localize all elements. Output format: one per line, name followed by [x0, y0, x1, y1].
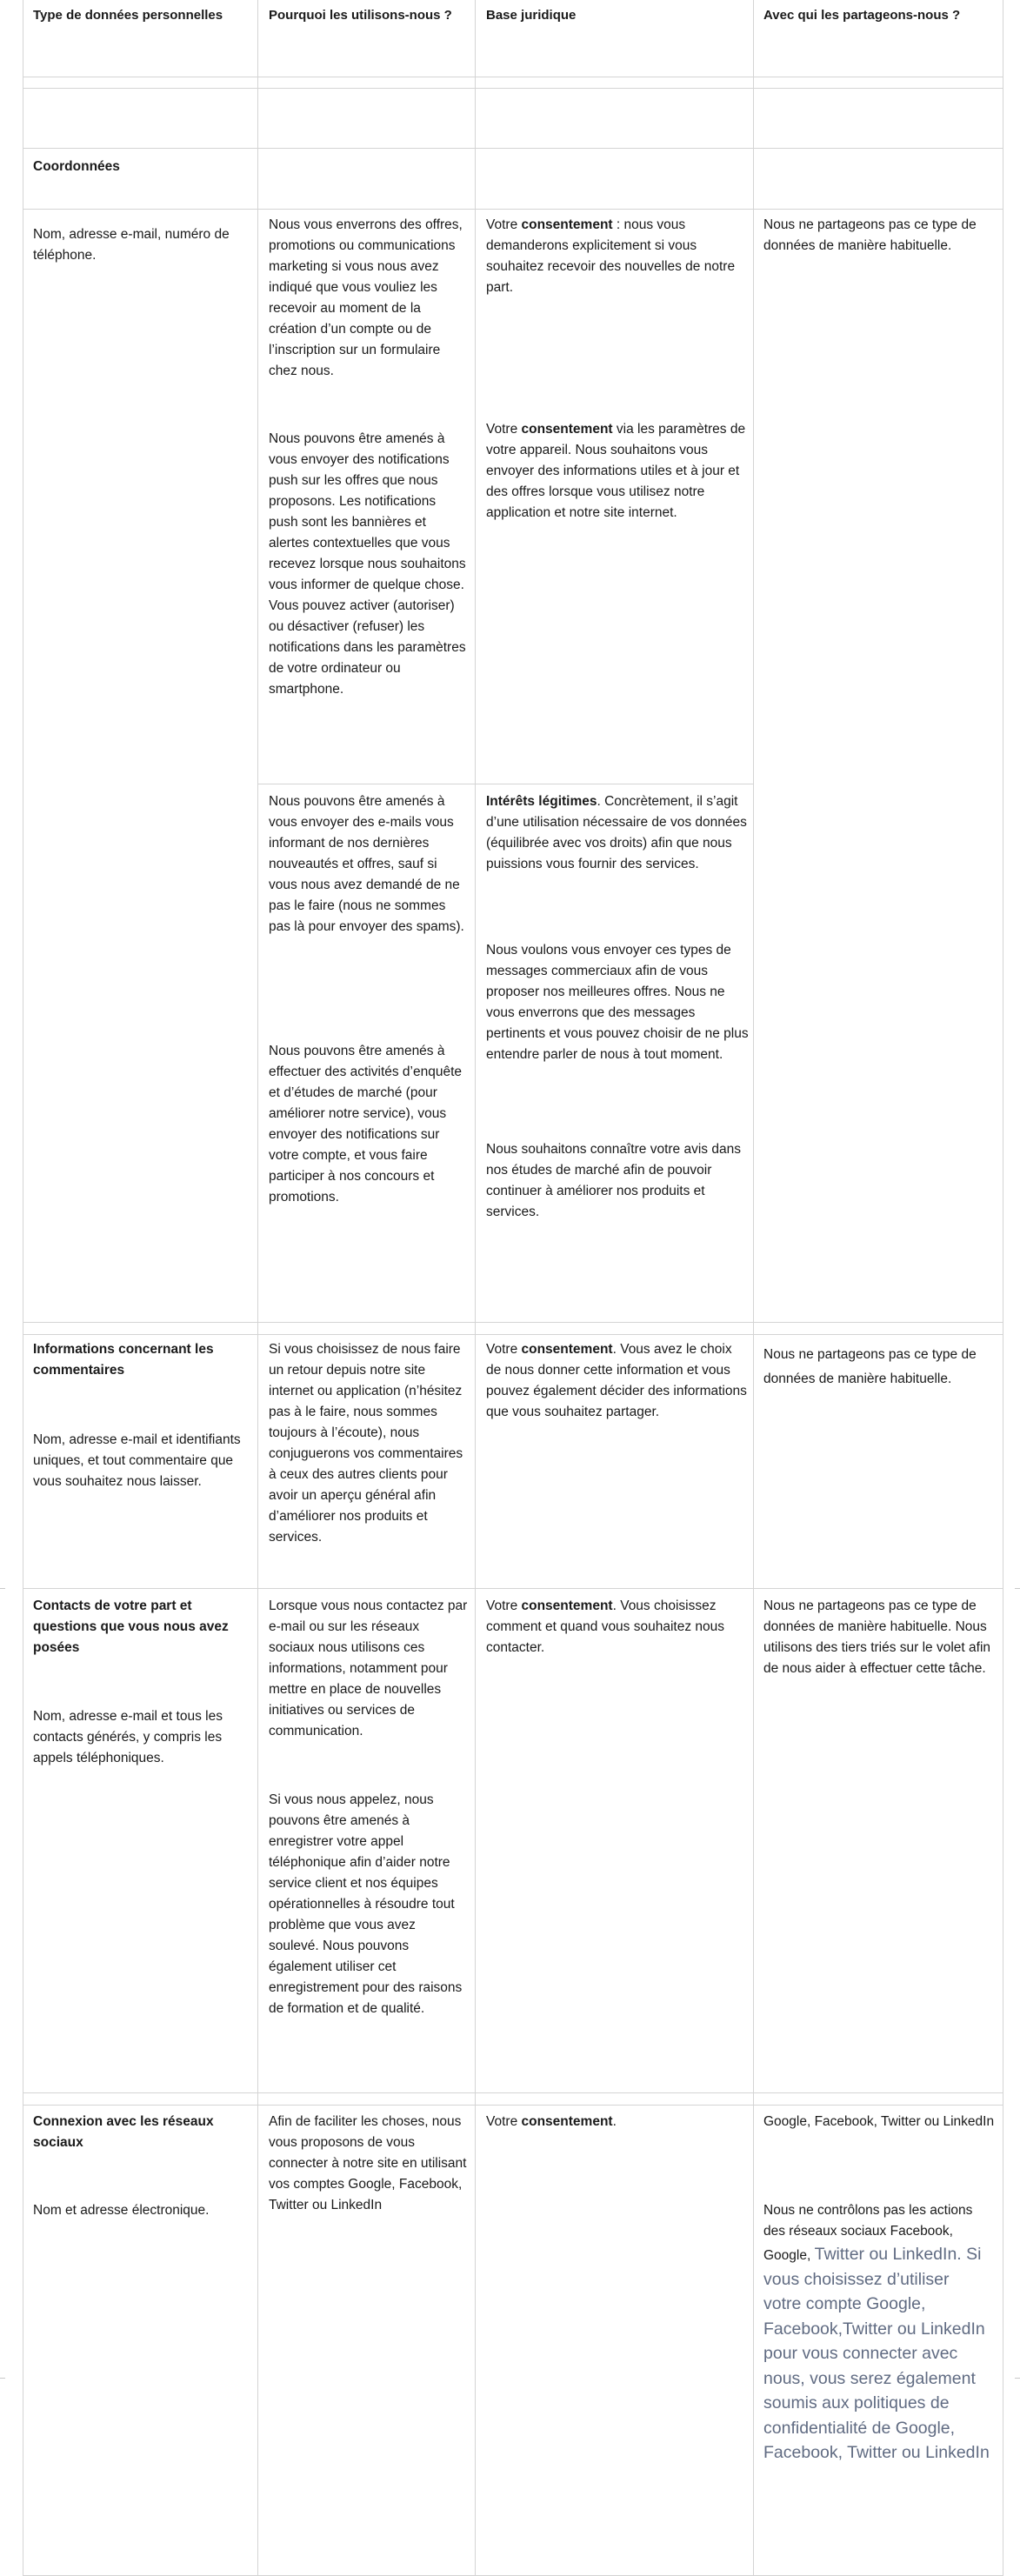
- share-reseaux-1: Google, Facebook, Twitter ou LinkedIn: [763, 2114, 995, 2129]
- header-data-type: Type de données personnelles: [33, 8, 223, 23]
- data-type-coordonnees: Nom, adresse e-mail, numéro de téléphone.: [33, 227, 230, 263]
- why-reseaux: Afin de faciliter les choses, nous vous proposons de vous connecter à notre site en utilisant vos comptes Google, Facebook, Twitter ou LinkedIn: [269, 2114, 467, 2212]
- why-coordonnees-2: Nous pouvons être amenés à vous envoyer des notifications push sur les offres que nous proposons. Les notifications push sont les bannières et alertes contextuelles que vous recevez lorsque nous souhaitons vous informer de quelque chose. Vous pouvez activer (autoriser) ou désactiver (refuser) les notifications dans les paramètres de votre ordinateur ou smartphone.: [269, 431, 466, 697]
- legal-contacts: Votre consentement. Vous choisissez comment et quand vous souhaitez nous contacter.: [486, 1598, 725, 1655]
- row-divider: [23, 2105, 1003, 2106]
- row-divider: [23, 209, 1003, 210]
- share-coordonnees: Nous ne partageons pas ce type de données de manière habituelle.: [763, 217, 977, 253]
- data-type-reseaux: Nom et adresse électronique.: [33, 2203, 210, 2218]
- row-divider: [23, 2092, 1003, 2093]
- legal-reseaux: Votre consentement.: [486, 2114, 617, 2129]
- privacy-data-table: [23, 0, 1003, 2576]
- row-divider: [23, 1334, 1003, 1335]
- why-coordonnees-4: Nous pouvons être amenés à effectuer des activités d’enquête et d’études de marché (pour améliorer notre service), vous envoyer des notifications sur votre compte, et vous faire participer à nos concours et promotions.: [269, 1044, 463, 1205]
- row-divider: [23, 1588, 1003, 1589]
- page-edge-mark: [1015, 2378, 1020, 2379]
- data-type-commentaires: Nom, adresse e-mail et identifiants uniques, et tout commentaire que vous souhaitez nous laisser.: [33, 1432, 241, 1489]
- header-sharing: Avec qui les partageons-nous ?: [763, 8, 961, 23]
- column-divider-1: [257, 0, 258, 2576]
- page-edge-mark: [0, 2378, 5, 2379]
- row-divider: [23, 1322, 1003, 1323]
- why-commentaires: Si vous choisissez de nous faire un retour depuis notre site internet ou application (n’hésitez pas à le faire, nous sommes toujours à l’écoute), nous conjuguerons vos commentaires à ceux des autres clients pour avoir un aperçu général afin d’améliorer nos produits et services.: [269, 1342, 463, 1545]
- share-commentaires: Nous ne partageons pas ce type de données de manière habituelle.: [763, 1347, 977, 1386]
- share-contacts: Nous ne partageons pas ce type de données de manière habituelle. Nous utilisons des tiers triés sur le volet afin de nous aider à effectuer cette tâche.: [763, 1598, 991, 1676]
- section-title-commentaires: Informations concernant les commentaires: [33, 1342, 214, 1378]
- why-contacts-1: Lorsque vous nous contactez par e-mail ou sur les réseaux sociaux nous utilisons ces informations, notamment pour mettre en place de nouvelles initiatives ou services de communication.: [269, 1598, 468, 1738]
- legal-coordonnees-1: Votre consentement : nous vous demanderons explicitement si vous souhaitez recevoir des nouvelles de notre part.: [486, 217, 736, 295]
- column-divider-2: [475, 0, 476, 2576]
- legal-coordonnees-3: Intérêts légitimes. Concrètement, il s’agit d’une utilisation nécessaire de vos données (équilibrée avec vos droits) afin que nous puissions vous fournir des services.: [486, 794, 747, 871]
- share-reseaux-2: Nous ne contrôlons pas les actions des réseaux sociaux Facebook, Google, Twitter ou LinkedIn. Si vous choisissez d’utiliser votre compte Google, Facebook,Twitter ou LinkedIn pour vous connecter avec nous, vous serez également soumis aux politiques de confidentialité de Google, Facebook, Twitter ou LinkedIn: [763, 2203, 990, 2462]
- page-edge-mark: [0, 1588, 5, 1589]
- row-divider: [23, 148, 1003, 149]
- header-legal-basis: Base juridique: [486, 8, 577, 23]
- why-coordonnees-3: Nous pouvons être amenés à vous envoyer des e-mails vous informant de nos dernières nouveautés et offres, sauf si vous nous avez demandé de ne pas le faire (nous ne sommes pas là pour envoyer des spams).: [269, 794, 464, 934]
- section-title-coordonnees: Coordonnées: [33, 159, 120, 174]
- legal-coordonnees-4: Nous voulons vous envoyer ces types de messages commerciaux afin de vous proposer nos meilleures offres. Nous ne vous enverrons que des messages pertinents et vous pouvez choisir de ne plus entendre parler de nous à tout moment.: [486, 943, 749, 1062]
- row-divider: [23, 88, 1003, 89]
- page-edge-mark: [1015, 1588, 1020, 1589]
- legal-coordonnees-5: Nous souhaitons connaître votre avis dans nos études de marché afin de pouvoir continuer à améliorer nos produits et services.: [486, 1142, 741, 1219]
- why-coordonnees-1: Nous vous enverrons des offres, promotions ou communications marketing si vous nous avez indiqué que vous vouliez les recevoir au moment de la création d’un compte ou de l’inscription sur un formulaire chez nous.: [269, 217, 463, 378]
- legal-coordonnees-2: Votre consentement via les paramètres de votre appareil. Nous souhaitons vous envoyer des informations utiles et à jour et des offres lorsque vous utilisez notre application et notre site internet.: [486, 422, 746, 520]
- section-title-reseaux: Connexion avec les réseaux sociaux: [33, 2114, 214, 2150]
- header-why: Pourquoi les utilisons-nous ?: [269, 8, 452, 23]
- column-divider-3: [753, 0, 754, 2576]
- why-contacts-2: Si vous nous appelez, nous pouvons être amenés à enregistrer votre appel téléphonique afin d’aider notre service client et nos équipes opérationnelles à résoudre tout problème que vous avez soulevé. Nous pouvons également utiliser cet enregistrement pour des raisons de formation et de qualité.: [269, 1792, 463, 2016]
- section-title-contacts: Contacts de votre part et questions que vous nous avez posées: [33, 1598, 229, 1655]
- data-type-contacts: Nom, adresse e-mail et tous les contacts générés, y compris les appels téléphoniques.: [33, 1709, 223, 1765]
- legal-commentaires: Votre consentement. Vous avez le choix de nous donner cette information et vous pouvez également décider des informations que vous souhaitez partager.: [486, 1342, 747, 1419]
